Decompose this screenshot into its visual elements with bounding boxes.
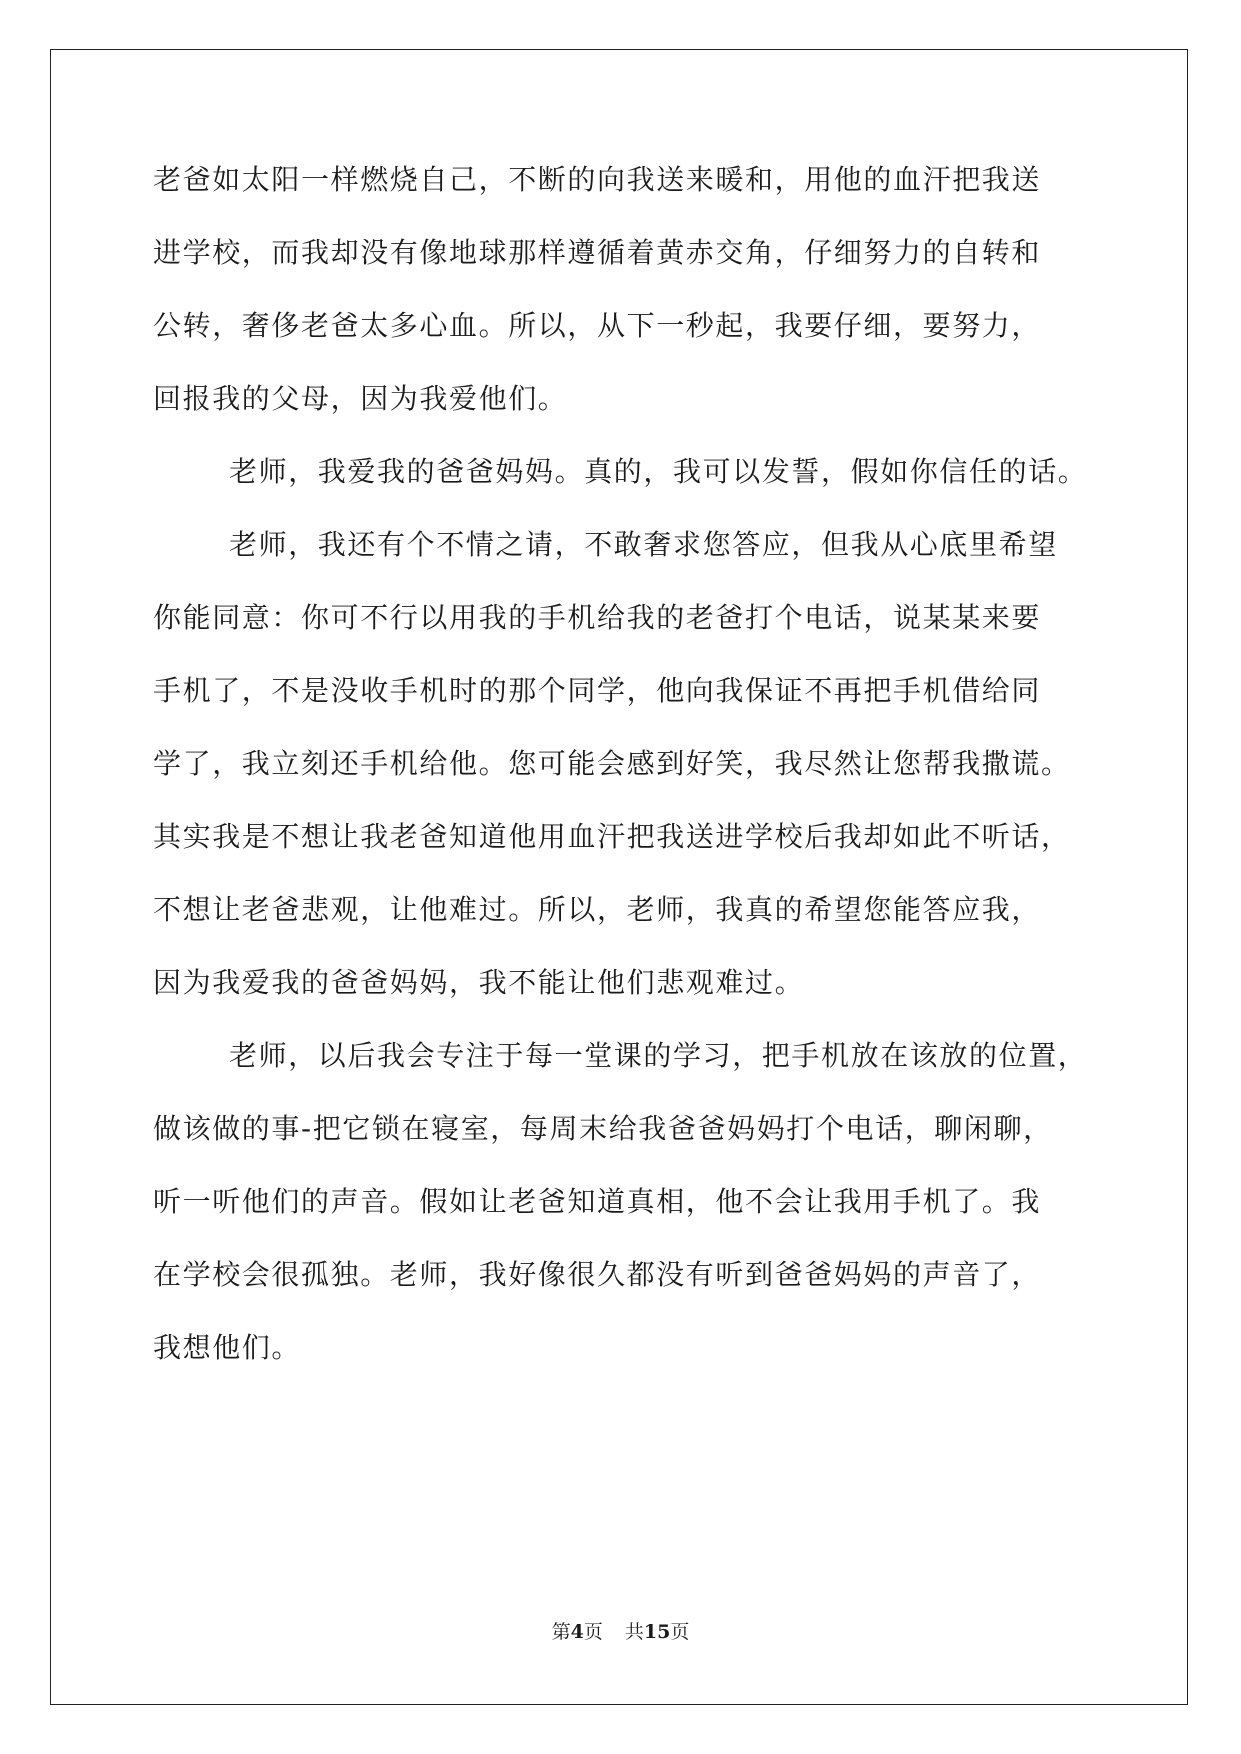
text-line-1: 老爸如太阳一样燃烧自己，不断的向我送来暖和，用他的血汗把我送 — [153, 163, 1042, 196]
page-suffix: 页 — [583, 1621, 603, 1643]
text-line-17: 我想他们。 — [153, 1331, 302, 1364]
text-line-10: 其实我是不想让我老爸知道他用血汗把我送进学校后我却如此不听话， — [153, 820, 1071, 853]
text-line-13: 老师，以后我会专注于每一堂课的学习，把手机放在该放的位置， — [229, 1039, 1088, 1072]
total-prefix: 共 — [624, 1621, 644, 1643]
total-suffix: 页 — [670, 1621, 690, 1643]
page-prefix: 第 — [551, 1621, 571, 1643]
text-line-4: 回报我的父母，因为我爱他们。 — [153, 382, 568, 415]
text-line-2: 进学校，而我却没有像地球那样遵循着黄赤交角，仔细努力的自转和 — [153, 236, 1042, 269]
text-line-8: 手机了，不是没收手机时的那个同学，他向我保证不再把手机借给同 — [153, 674, 1042, 707]
text-line-14: 做该做的事-把它锁在寝室，每周末给我爸爸妈妈打个电话，聊闲聊， — [153, 1112, 1053, 1145]
text-line-7: 你能同意：你可不行以用我的手机给我的老爸打个电话，说某某来要 — [153, 601, 1042, 634]
text-line-6: 老师，我还有个不情之请，不敢奢求您答应，但我从心底里希望 — [229, 528, 1058, 561]
text-line-5: 老师，我爱我的爸爸妈妈。真的，我可以发誓，假如你信任的话。 — [229, 455, 1088, 488]
text-line-15: 听一听他们的声音。假如让老爸知道真相，他不会让我用手机了。我 — [153, 1185, 1042, 1218]
text-line-9: 学了，我立刻还手机给他。您可能会感到好笑，我尽然让您帮我撒谎。 — [153, 747, 1071, 780]
text-line-3: 公转，奢侈老爸太多心血。所以，从下一秒起，我要仔细，要努力， — [153, 309, 1042, 342]
page-border — [50, 49, 1188, 1705]
page-footer — [0, 1620, 1241, 1644]
text-line-11: 不想让老爸悲观，让他难过。所以，老师，我真的希望您能答应我， — [153, 893, 1042, 926]
text-line-12: 因为我爱我的爸爸妈妈，我不能让他们悲观难过。 — [153, 966, 805, 999]
text-line-16: 在学校会很孤独。老师，我好像很久都没有听到爸爸妈妈的声音了， — [153, 1258, 1042, 1291]
total-pages: 15 — [643, 1621, 671, 1643]
page-number: 4 — [570, 1621, 584, 1643]
